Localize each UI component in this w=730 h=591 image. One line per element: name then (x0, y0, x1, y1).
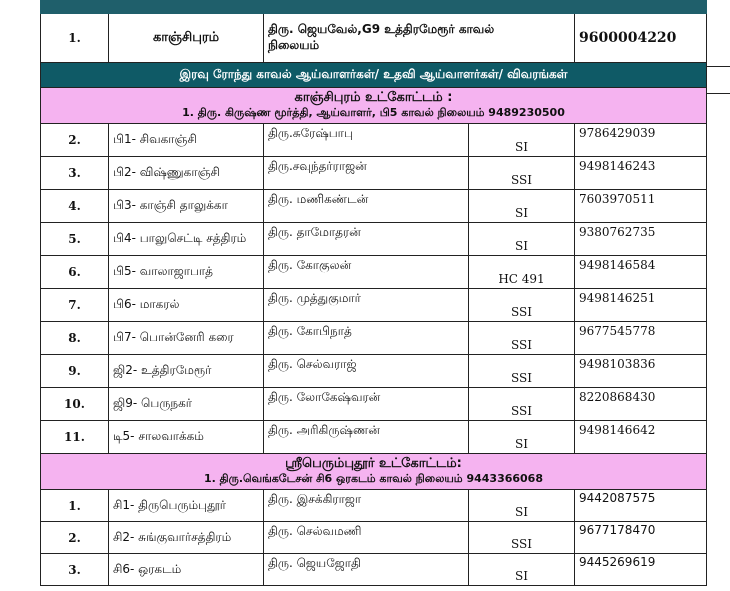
row-phone: 9498146642 (575, 421, 707, 454)
top-phone: 9600004220 (575, 14, 707, 63)
row-phone: 9498146584 (575, 256, 707, 289)
top-station: காஞ்சிபுரம் (109, 14, 264, 63)
row-station: பி3- காஞ்சி தாலுக்கா (109, 190, 264, 223)
row-phone: 9677178470 (575, 522, 707, 554)
row-phone: 8220868430 (575, 388, 707, 421)
row-number: 10. (41, 388, 109, 421)
section1-title: காஞ்சிபுரம் உட்கோட்டம் : (294, 90, 453, 105)
section1-subtitle: 1. திரு. கிருஷ்ண மூர்த்தி, ஆய்வாளர், பி5 காவல் நிலையம் 9489230500 (182, 106, 565, 119)
row-rank: SSI (469, 289, 575, 322)
table-row (41, 289, 707, 322)
table-row (41, 223, 707, 256)
row-rank: SSI (469, 522, 575, 554)
row-number: 2. (41, 124, 109, 157)
row-rank: SSI (469, 355, 575, 388)
row-officer-name: திரு.சுரேஷ்பாபு (264, 124, 469, 157)
row-station: பி6- மாகரல் (109, 289, 264, 322)
row-number: 2. (41, 522, 109, 554)
row-phone: 9498146243 (575, 157, 707, 190)
row-number: 11. (41, 421, 109, 454)
row-officer-name: திரு. இசக்கிராஜா (264, 490, 469, 522)
row-officer-name: திரு. செல்வராஜ் (264, 355, 469, 388)
row-number: 4. (41, 190, 109, 223)
row-officer-name: திரு. மணிகண்டன் (264, 190, 469, 223)
section1-rows (41, 124, 707, 454)
row-phone: 9442087575 (575, 490, 707, 522)
table-row (41, 157, 707, 190)
row-rank: SI (469, 490, 575, 522)
row-officer-name: திரு. கோபிநாத் (264, 322, 469, 355)
section2-header (41, 454, 707, 490)
row-number: 8. (41, 322, 109, 355)
row-number: 6. (41, 256, 109, 289)
top-row (41, 14, 707, 63)
top-officer (264, 14, 575, 63)
row-number: 7. (41, 289, 109, 322)
row-phone: 9498103836 (575, 355, 707, 388)
row-station: ஜி2- உத்திரமேரூர் (109, 355, 264, 388)
edge-rule (706, 66, 730, 67)
row-phone: 9677545778 (575, 322, 707, 355)
table-row (41, 554, 707, 586)
row-rank: SI (469, 554, 575, 586)
row-officer-name: திரு. அரிகிருஷ்ணன் (264, 421, 469, 454)
row-rank: SI (469, 421, 575, 454)
duty-roster-sheet (40, 0, 706, 586)
banner-text: இரவு ரோந்து காவல் ஆய்வாளர்கள்/ உதவி ஆய்வாளர்கள்/ விவரங்கள் (41, 63, 707, 88)
row-phone: 9380762735 (575, 223, 707, 256)
row-officer-name: திரு. முத்துகுமார் (264, 289, 469, 322)
edge-rule (706, 93, 730, 94)
top-officer-line2: நிலையம் (268, 38, 320, 52)
row-station: பி7- பொன்னேரி கரை (109, 322, 264, 355)
row-officer-name: திரு. கோகுலன் (264, 256, 469, 289)
table-row (41, 355, 707, 388)
table-row (41, 421, 707, 454)
table-row (41, 490, 707, 522)
row-rank: SSI (469, 157, 575, 190)
row-phone: 7603970511 (575, 190, 707, 223)
row-rank: HC 491 (469, 256, 575, 289)
row-phone: 9786429039 (575, 124, 707, 157)
row-phone: 9498146251 (575, 289, 707, 322)
row-station: பி2- விஷ்ணுகாஞ்சி (109, 157, 264, 190)
row-station: பி4- பாலுசெட்டி சத்திரம் (109, 223, 264, 256)
section2-rows (41, 490, 707, 586)
row-station: டி5- சாலவாக்கம் (109, 421, 264, 454)
row-number: 5. (41, 223, 109, 256)
roster-table (40, 0, 707, 586)
row-officer-name: திரு.சவுந்தர்ராஜன் (264, 157, 469, 190)
row-number: 1. (41, 490, 109, 522)
top-serial: 1. (41, 14, 109, 63)
row-number: 3. (41, 554, 109, 586)
row-phone: 9445269619 (575, 554, 707, 586)
row-station: பி1- சிவகாஞ்சி (109, 124, 264, 157)
row-station: பி5- வாலாஜாபாத் (109, 256, 264, 289)
row-number: 9. (41, 355, 109, 388)
top-officer-line1: திரு. ஜெயவேல்,G9 உத்திரமேரூர் காவல் (268, 22, 495, 36)
section2-title: ஸ்ரீபெரும்புதூர் உட்கோட்டம்: (285, 456, 462, 471)
row-rank: SI (469, 223, 575, 256)
row-rank: SSI (469, 388, 575, 421)
row-station: சி2- சுங்குவார்சத்திரம் (109, 522, 264, 554)
row-officer-name: திரு. லோகேஷ்வரன் (264, 388, 469, 421)
section2-subtitle: 1. திரு.வெங்கடேசன் சி6 ஒரகடம் காவல் நிலையம் 9443366068 (203, 472, 543, 485)
row-station: சி6- ஒரகடம் (109, 554, 264, 586)
row-number: 3. (41, 157, 109, 190)
row-rank: SSI (469, 322, 575, 355)
banner-row (41, 63, 707, 88)
table-row (41, 190, 707, 223)
section1-header (41, 88, 707, 124)
row-officer-name: திரு. செல்வமணி (264, 522, 469, 554)
row-officer-name: திரு. தாமோதரன் (264, 223, 469, 256)
row-rank: SI (469, 124, 575, 157)
table-row (41, 522, 707, 554)
row-station: சி1- திருபெரும்புதூர் (109, 490, 264, 522)
row-officer-name: திரு. ஜெயஜோதி (264, 554, 469, 586)
row-rank: SI (469, 190, 575, 223)
table-row (41, 256, 707, 289)
row-station: ஜி9- பெருநகர் (109, 388, 264, 421)
header-strip (41, 1, 707, 14)
table-row (41, 388, 707, 421)
table-row (41, 322, 707, 355)
table-row (41, 124, 707, 157)
